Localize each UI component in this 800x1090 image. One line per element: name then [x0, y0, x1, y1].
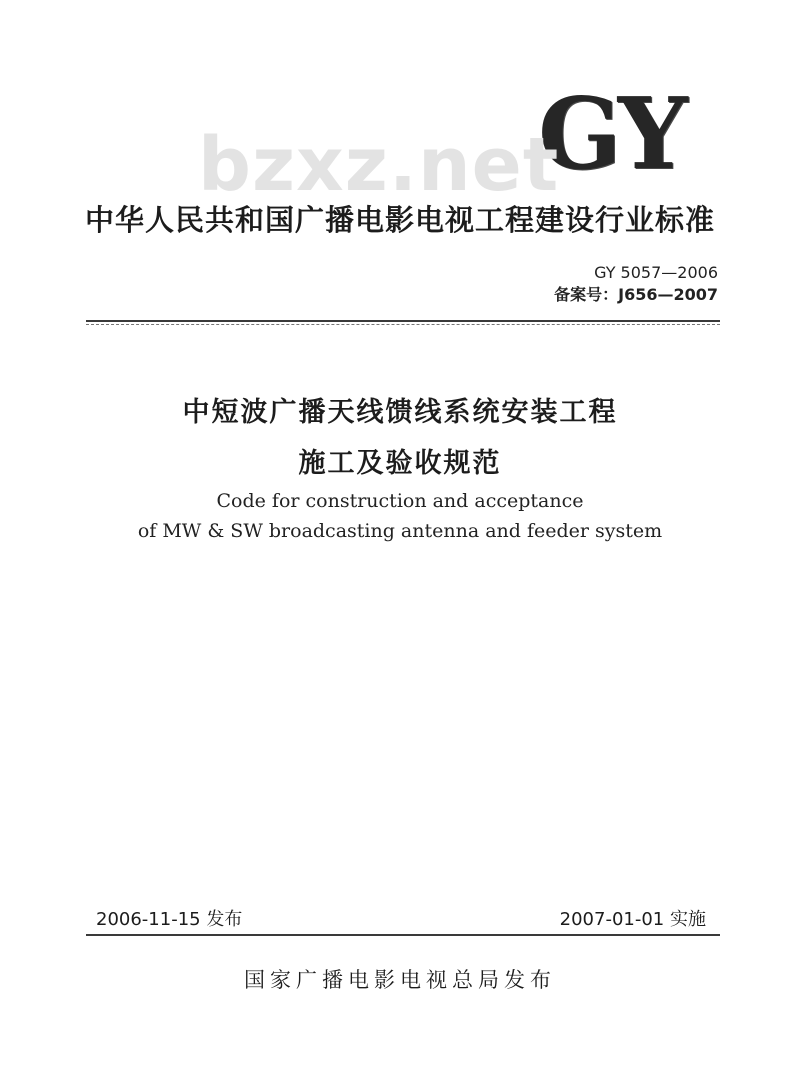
- standard-number-block: [554, 262, 718, 306]
- english-title-line-1: Code for construction and acceptance: [216, 490, 584, 512]
- implement-date: 2007-01-01 实施: [559, 909, 706, 930]
- watermark: bzxz.net: [198, 122, 560, 208]
- standard-number: GY 5057—2006: [594, 263, 718, 282]
- english-title-line-2: of MW & SW broadcasting antenna and feeder system: [137, 520, 663, 542]
- record-number: 备案号：J656—2007: [554, 285, 718, 304]
- publisher: 国家广播电影电视总局发布: [244, 968, 556, 992]
- gy-logo: GY: [538, 77, 684, 192]
- bottom-divider: [86, 934, 720, 937]
- top-divider: [86, 320, 720, 325]
- chinese-title-line-2: 施工及验收规范: [298, 448, 502, 479]
- chinese-title-line-1: 中短波广播天线馈线系统安装工程: [182, 397, 618, 428]
- industry-standard-title: 中华人民共和国广播电影电视工程建设行业标准: [84, 203, 715, 237]
- issue-date: 2006-11-15 发布: [96, 909, 243, 930]
